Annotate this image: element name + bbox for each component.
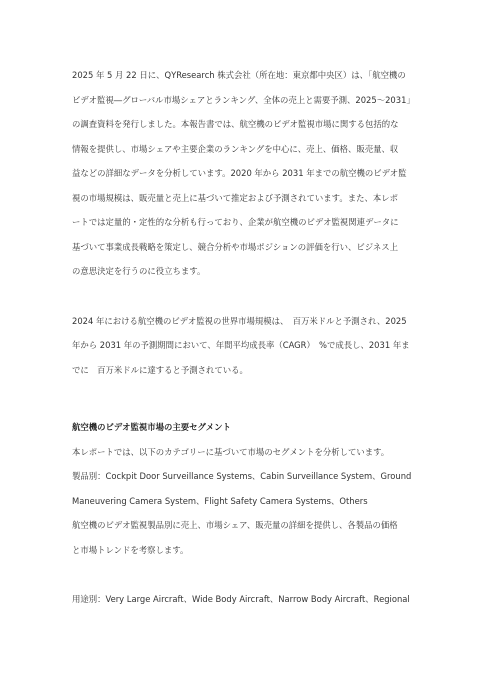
text-line: でに 百万米ドルに達すると予測されている。 <box>72 364 248 375</box>
text-line: 製品別：Cockpit Door Surveillance Systems、Cabin Surveillance System、Ground <box>72 471 412 481</box>
text-line: Maneuvering Camera System、Flight Safety Camera Systems、Others <box>72 495 368 506</box>
text-line: 視の市場規模は、販売量と売上に基づいて推定および予測されています。また、本レポ <box>72 192 398 203</box>
text-line: 航空機のビデオ監視製品別に売上、市場シェア、販売量の詳細を提供し、各製品の価格 <box>72 520 398 530</box>
text-line: の意思決定を行うのに役立ちます。 <box>72 266 206 276</box>
paragraph-spacer <box>72 284 408 309</box>
text-line: と市場トレンドを考察します。 <box>72 544 189 555</box>
text-line: 2025 年 5 月 22 日に、QYResearch 株式会社（所在地：東京都中央区）は、「航空機の <box>72 70 406 80</box>
market-size-paragraph <box>72 309 408 383</box>
text-line: ビデオ監視―グローバル市場シェアとランキング、全体の売上と需要予測、2025～2031」 <box>72 94 415 105</box>
text-line: 2024 年における航空機のビデオ監視の世界市場規模は、 百万米ドルと予測され、2025 <box>72 315 407 326</box>
usage-paragraph <box>72 587 408 612</box>
paragraph-spacer <box>72 382 408 415</box>
text-line: ートでは定量的・定性的な分析も行っており、企業が航空機のビデオ監視関連データに <box>72 217 399 227</box>
section-heading: 航空機のビデオ監視市場の主要セグメント <box>72 422 231 432</box>
segments-section <box>72 415 412 562</box>
text-line: 益などの詳細なデータを分析しています。2020 年から 2031 年までの航空機のビデオ監 <box>72 168 407 178</box>
text-line: 情報を提供し、市場シェアや主要企業のランキングを中心に、売上、価格、販売量、収 <box>72 143 399 154</box>
text-line: 年から 2031 年の予測期間において、年間平均成長率（CAGR） %で成長し、2031 年ま <box>72 340 410 350</box>
text-line: 用途別：Very Large Aircraft、Wide Body Aircraft、Narrow Body Aircraft、Regional <box>72 594 410 604</box>
text-line: の調査資料を発行しました。本報告書では、航空機のビデオ監視市場に関する包括的な <box>72 119 399 129</box>
paragraph-spacer <box>72 562 408 587</box>
intro-paragraph <box>72 63 415 284</box>
text-line: 基づいて事業成長戦略を策定し、競合分析や市場ポジションの評価を行い、ビジネス上 <box>72 241 398 252</box>
text-line: 本レポートでは、以下のカテゴリーに基づいて市場のセグメントを分析しています。 <box>72 446 390 457</box>
